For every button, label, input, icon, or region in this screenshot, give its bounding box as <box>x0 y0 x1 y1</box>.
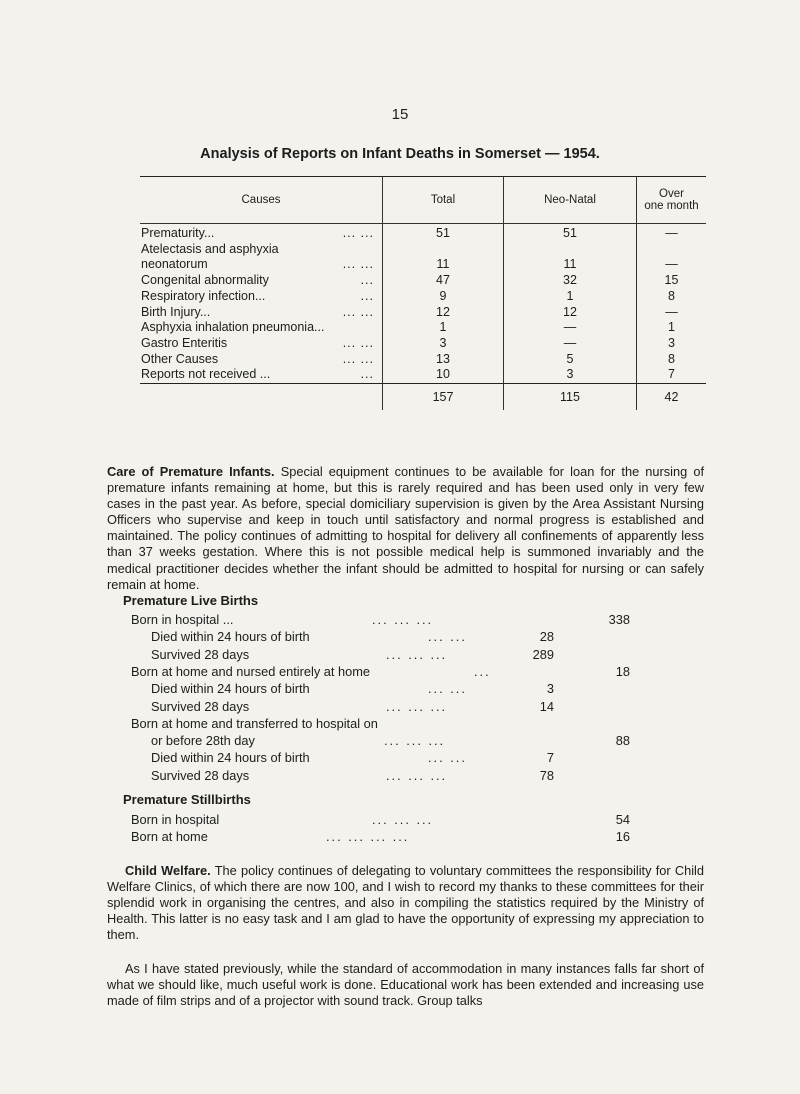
list-item <box>0 812 800 828</box>
total-cell: 1 <box>383 320 504 336</box>
leader-dots: ... <box>360 273 374 288</box>
infant-deaths-table <box>140 176 706 410</box>
item-label: Born at home <box>131 829 208 845</box>
cause-label: Birth Injury... <box>141 304 211 319</box>
cause-label: Asphyxia inhalation pneumonia... <box>141 320 325 335</box>
cause-label: Prematurity... <box>141 226 215 240</box>
premature-care-heading: Care of Premature Infants. <box>107 464 275 479</box>
premature-care-paragraph <box>107 464 704 593</box>
cause-cell <box>140 305 383 321</box>
premature-care-text: Special equipment continues to be available for loan for the nursing of premature infants remaining at home, but this is rarely required and has been used only in very few cases in the past year. As before, special domiciliary supervision is given by the Area Assistant Nursing Officers who supervise and keep in touch until satisfactory and normal progress is established and maintained. The policy continues of admitting to hospital for delivery all confinements of apparently less than 37 weeks gestation. Where this is not possible medical help is summoned invariably and the medical practitioner decides whether the infant should be admitted to hospital for nursing or can safely remain at home. <box>107 464 704 592</box>
header-over-line1: Over <box>659 188 684 200</box>
item-label: Survived 28 days <box>151 767 250 783</box>
leader-dots: ... ... ... <box>384 733 446 749</box>
header-neo-natal: Neo-Natal <box>504 177 637 224</box>
table-row <box>140 224 706 242</box>
cause-label: Respiratory infection... <box>141 288 266 303</box>
neo-natal-cell: 11 <box>504 257 637 273</box>
list-item <box>0 647 800 663</box>
leader-dots: ... ... <box>342 351 374 366</box>
total-cell: 10 <box>383 367 504 383</box>
page-number: 15 <box>391 106 409 123</box>
cause-label: Atelectasis and asphyxia <box>141 241 279 256</box>
item-label: or before 28th day <box>151 733 255 749</box>
total-cell: 9 <box>383 289 504 305</box>
cause-label: Congenital abnormality <box>141 273 269 288</box>
total-value: 88 <box>615 733 630 749</box>
over-one-month-cell <box>637 242 707 258</box>
child-welfare-heading: Child Welfare. <box>125 863 211 878</box>
total-cell: 3 <box>383 336 504 352</box>
list-item <box>0 750 800 766</box>
total-value: 338 <box>608 612 630 627</box>
over-one-month-cell: — <box>637 224 707 242</box>
total-value: 54 <box>615 812 630 827</box>
cause-cell <box>140 320 383 336</box>
over-one-month-cell: 1 <box>637 320 707 336</box>
total-cell: 11 <box>383 257 504 273</box>
table-row <box>140 242 706 258</box>
table-row <box>140 289 706 305</box>
list-item <box>0 664 800 680</box>
neo-natal-cell <box>504 242 637 258</box>
cause-cell <box>140 336 383 352</box>
item-label: Born in hospital <box>131 812 220 827</box>
list-item <box>0 733 800 749</box>
cause-cell <box>140 289 383 305</box>
over-one-month-cell: 7 <box>637 367 707 383</box>
leader-dots: ... ... <box>428 681 467 697</box>
leader-dots: ... ... <box>342 257 374 272</box>
total-cell: 12 <box>383 305 504 321</box>
leader-dots: ... ... <box>342 226 374 240</box>
cause-label: neonatorum <box>141 257 208 272</box>
title-text: Analysis of Reports on Infant Deaths in Somerset — 1954. <box>200 146 600 162</box>
list-item <box>0 629 800 645</box>
leader-dots: ... ... ... <box>372 612 434 627</box>
closing-paragraph <box>107 961 704 1009</box>
list-item <box>0 612 800 628</box>
over-one-month-cell: 3 <box>637 336 707 352</box>
total-cell <box>383 242 504 258</box>
live-births-heading: Premature Live Births <box>123 593 259 608</box>
cause-cell <box>140 367 383 383</box>
header-total: Total <box>383 177 504 224</box>
neo-natal-cell: — <box>504 336 637 352</box>
total-cell: 51 <box>383 224 504 242</box>
list-item <box>0 716 800 732</box>
list-item <box>0 829 800 845</box>
neo-natal-cell: 1 <box>504 289 637 305</box>
sub-value: 28 <box>539 629 554 645</box>
neo-natal-cell: 5 <box>504 352 637 368</box>
sub-value: 289 <box>532 646 554 662</box>
table-row <box>140 352 706 368</box>
leader-dots: ... ... <box>342 304 374 319</box>
cause-label: Gastro Enteritis <box>141 335 228 350</box>
cause-cell <box>140 273 383 289</box>
list-item <box>0 681 800 697</box>
item-label: Survived 28 days <box>151 646 250 662</box>
stillbirths-heading: Premature Stillbirths <box>123 792 251 807</box>
over-one-month-cell: 15 <box>637 273 707 289</box>
leader-dots: ... ... <box>428 629 467 645</box>
leader-dots: ... ... ... <box>386 767 448 783</box>
total-value: 16 <box>615 829 630 845</box>
table-row <box>140 273 706 289</box>
neo-natal-cell: 51 <box>504 224 637 242</box>
sub-value: 7 <box>546 750 554 766</box>
over-one-month-cell: — <box>637 257 707 273</box>
leader-dots: ... <box>360 288 374 303</box>
leader-dots: ... <box>474 663 491 679</box>
leader-dots: ... ... <box>428 750 467 766</box>
over-one-month-cell: 8 <box>637 352 707 368</box>
table-row <box>140 367 706 383</box>
item-label: Born at home and nursed entirely at home <box>131 663 371 679</box>
cause-cell <box>140 352 383 368</box>
table-row <box>140 336 706 352</box>
total-value: 18 <box>615 663 630 679</box>
leader-dots: ... <box>360 367 374 382</box>
neo-natal-cell: 32 <box>504 273 637 289</box>
over-one-month-cell: 8 <box>637 289 707 305</box>
neo-natal-cell: 3 <box>504 367 637 383</box>
sub-value: 3 <box>546 681 554 697</box>
child-welfare-paragraph <box>107 863 704 943</box>
cause-cell <box>140 224 383 242</box>
item-label: Died within 24 hours of birth <box>151 750 310 766</box>
leader-dots: ... ... ... <box>386 698 448 714</box>
sub-value: 14 <box>539 698 554 714</box>
item-label: Survived 28 days <box>151 698 250 714</box>
sub-value: 78 <box>539 767 554 783</box>
table-header-row <box>140 177 706 224</box>
leader-dots: ... ... ... <box>386 646 448 662</box>
header-over-one-month <box>637 177 707 224</box>
leader-dots: ... ... <box>342 335 374 350</box>
table-row <box>140 320 706 336</box>
cause-label: Other Causes <box>141 351 219 366</box>
header-over-line2: one month <box>644 200 699 212</box>
item-label: Born in hospital ... <box>131 612 234 627</box>
list-item <box>0 768 800 784</box>
page-title <box>0 146 800 162</box>
total-all: 157 <box>383 384 504 411</box>
item-label: Died within 24 hours of birth <box>151 629 310 645</box>
cause-cell <box>140 257 383 273</box>
total-cell: 13 <box>383 352 504 368</box>
over-one-month-cell: — <box>637 305 707 321</box>
header-causes: Causes <box>140 177 383 224</box>
totals-blank <box>140 384 383 411</box>
item-label: Died within 24 hours of birth <box>151 681 310 697</box>
cause-cell <box>140 242 383 258</box>
neo-natal-cell: — <box>504 320 637 336</box>
table-row <box>140 257 706 273</box>
leader-dots: ... ... ... <box>372 812 434 827</box>
table-row <box>140 305 706 321</box>
cause-label: Reports not received ... <box>141 367 271 382</box>
total-cell: 47 <box>383 273 504 289</box>
list-item <box>0 699 800 715</box>
leader-dots: ... ... ... ... <box>326 829 410 845</box>
closing-text: As I have stated previously, while the standard of accommodation in many instances falls far short of what we should like, much useful work is done. Educational work has been extended and increasing use made of film strips and of a projector with sound track. Group talks <box>107 961 704 1009</box>
child-welfare-text: The policy continues of delegating to voluntary committees the responsibility for Child Welfare Clinics, of which there are now 100, and I wish to record my thanks to these committees for their splendid work in organising the centres, and also in compiling the statistics required by the Ministry of Health. This latter is no easy task and I am glad to have the opportunity of expressing my appreciation to them. <box>107 863 705 943</box>
total-over-one-month: 42 <box>637 384 707 411</box>
total-neo-natal: 115 <box>504 384 637 411</box>
item-label: Born at home and transferred to hospital on <box>131 715 378 731</box>
neo-natal-cell: 12 <box>504 305 637 321</box>
totals-row <box>140 384 706 411</box>
